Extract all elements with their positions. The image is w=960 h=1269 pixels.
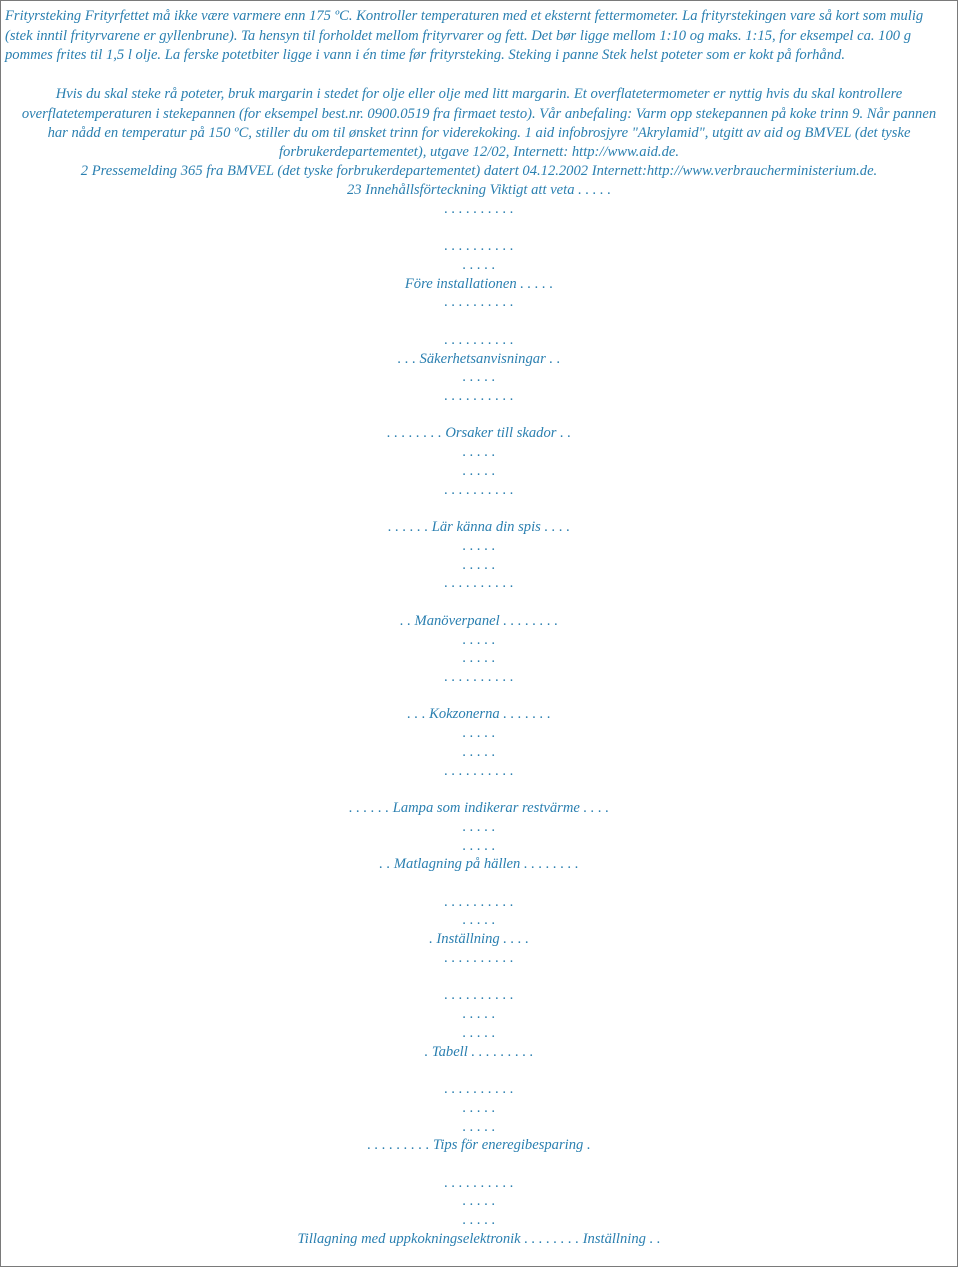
paragraph-line: har nådd en temperatur på 150 ºC, stiller du om til ønsket trinn for viderekoking. 1 aid infobrosjyre "Akrylamid", utgitt av aid og BMVEL (det tyske <box>47 125 911 141</box>
paragraph-line: overflatetemperaturen i stekepannen (for eksempel best.nr. 0900.0519 fra firmaet testo). Vår anbefaling: Varm opp stekepannen på koke trinn 9. Når pannen <box>21 106 937 122</box>
toc-line: . . . Säkerhetsanvisningar . . <box>397 350 561 367</box>
toc-line: . . . . . <box>462 369 496 386</box>
toc-line: . . . . . . Lär känna din spis . . . . <box>387 519 571 536</box>
toc-line: . . . . . <box>462 462 496 479</box>
toc-line: . . . . . . . . . . <box>444 949 514 966</box>
toc-line: . . . . . . . . . . <box>444 1174 514 1191</box>
intro-text: (stek inntil frityrvarene er gyllenbrune). Ta hensyn til forholdet mellom frityrvarer og fett. Det bør ligge mellom 1:10 og maks. 1:15, for eksempel ca. 100 g <box>5 28 912 44</box>
toc-line: . . . . . . . . . . <box>444 762 514 779</box>
toc-line: . . . . . . Lampa som indikerar restvärme . . . . <box>348 800 610 817</box>
toc-line: . . . . . . . . . . <box>444 668 514 685</box>
toc-line: . . . . . <box>462 556 496 573</box>
toc-line: . . . . . <box>462 631 496 648</box>
toc-line: . . . . . <box>462 1024 496 1041</box>
toc-line: . . . . . <box>462 1212 496 1229</box>
toc-line: . . . . . . . . . . <box>444 575 514 592</box>
toc-line: . . . . . <box>462 537 496 554</box>
intro-text: Frityrsteking Frityrfettet må ikke være varmere enn 175 ºC. Kontroller temperaturen med et eksternt fettermometer. La frityrstekingen vare så kort som mulig <box>5 8 924 24</box>
toc-line: . . . . . <box>462 1118 496 1135</box>
toc-line: . . . . . . . . . . <box>444 1081 514 1098</box>
toc-line: . . . . . . . . Orsaker till skador . . <box>386 425 572 442</box>
toc-line: . . . . . <box>462 1193 496 1210</box>
toc-line: . . . . . . . . . . <box>444 388 514 405</box>
toc-line: Före installationen . . . . . <box>404 275 554 292</box>
toc-line: . Inställning . . . . <box>429 931 529 948</box>
toc-line: . . Manöverpanel . . . . . . . . <box>399 612 559 629</box>
toc-line: . . . . . <box>462 818 496 835</box>
paragraph-line: 2 Pressemelding 365 fra BMVEL (det tyske forbrukerdepartementet) datert 04.12.2002 Internett:http://www.verbraucherministerium.de. <box>80 163 878 179</box>
toc-line: . Tabell . . . . . . . . . <box>424 1043 534 1060</box>
toc-line: . . . . . <box>462 837 496 854</box>
toc-line: . . . . . . . . . . <box>444 331 514 348</box>
intro-text: pommes frites til 1,5 l olje. La ferske potetbiter ligge i vann i én time før frityrsteking. <box>5 47 509 63</box>
toc-line: Tillagning med uppkokningselektronik . . . . . . . . Inställning . . <box>297 1230 661 1247</box>
toc-line: . . . . . . . . . . <box>444 481 514 498</box>
paragraph-line: forbrukerdepartementet), utgave 12/02, Internett: http://www.aid.de. <box>278 144 680 160</box>
intro-line <box>5 7 953 25</box>
paragraph-line: Hvis du skal steke rå poteter, bruk margarin i stedet for olje eller olje med litt margarin. Et overflatetermometer er nyttig hvis du skal kontrollere <box>55 86 903 102</box>
toc-line: . . . . . <box>462 1006 496 1023</box>
toc-line: . . . . . <box>462 1099 496 1116</box>
toc-line: . . . . . <box>462 743 496 760</box>
toc-line: . . . . . <box>462 725 496 742</box>
toc-line: . . . . . . . . . . <box>444 238 514 255</box>
toc-line: . . . . . . . . . . <box>444 200 514 217</box>
intro-line <box>5 46 953 64</box>
toc-line: . . . Kokzonerna . . . . . . . <box>407 706 551 723</box>
toc-line: . . . . . . . . . . <box>444 294 514 311</box>
toc-line: . . . . . <box>462 256 496 273</box>
toc-line: . . . . . <box>462 650 496 667</box>
toc-line: . . . . . . . . . . <box>444 987 514 1004</box>
intro-text: Steking i panne Stek helst poteter som er kokt på forhånd. <box>508 47 845 63</box>
toc-line: . . . . . . . . . Tips för eneregibesparing . <box>367 1137 591 1154</box>
toc-line: . . . . . <box>462 912 496 929</box>
intro-line <box>5 27 953 45</box>
toc-line: . . . . . . . . . . <box>444 893 514 910</box>
toc-line: . . . . . <box>462 444 496 461</box>
toc-line: 23 Innehållsförteckning Viktigt att veta . . . . . <box>347 182 611 198</box>
toc-line: . . Matlagning på hällen . . . . . . . . <box>379 856 579 873</box>
